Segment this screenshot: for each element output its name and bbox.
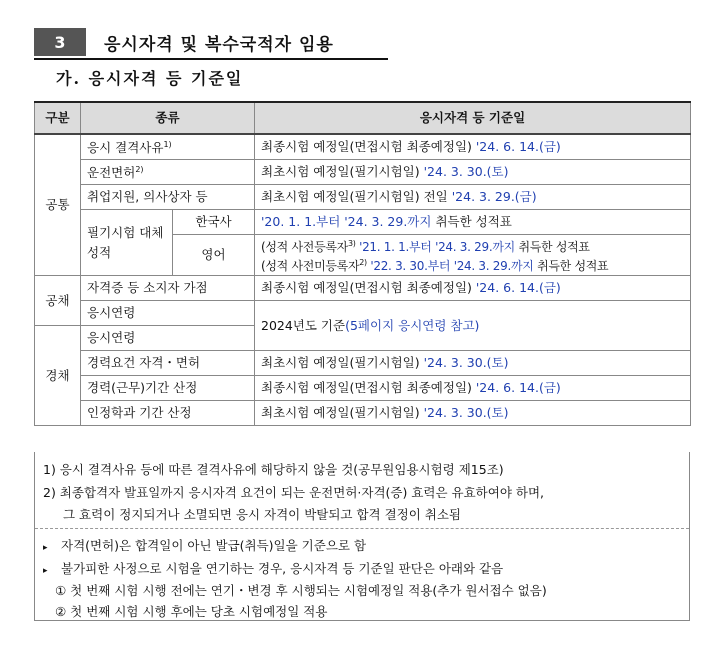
header-reference-date: 응시자격 등 기준일 — [255, 102, 691, 134]
section-title: 응시자격 및 복수국적자 임용 — [104, 35, 334, 55]
date-cell: 최종시험 예정일(면접시험 최종예정일) '24. 6. 14.(금) — [255, 376, 691, 401]
date-cell: 최초시험 예정일(필기시험일) '24. 3. 30.(토) — [255, 401, 691, 426]
type-cell: 자격증 등 소지자 가점 — [81, 276, 255, 301]
table-header-row — [35, 102, 691, 134]
date-cell: 최초시험 예정일(필기시험일) '24. 3. 30.(토) — [255, 351, 691, 376]
bullet-note-1: ▸ 자격(면허)은 합격일이 아닌 발급(취득)일을 기준으로 함 — [43, 538, 367, 553]
table-row — [35, 210, 691, 235]
eligibility-table — [34, 101, 691, 426]
footnote-mark: 2) — [135, 165, 144, 175]
date-cell: (성적 사전등록자$^{3)}$ '21. 1. 1.부터 '24. 3. 29.까지 취득한 성적표 (성적 사전미등록자$^{2)}$ '22. 3. 30.부터 '24. 3. 29.까지 취득한 성적표 — [255, 235, 691, 276]
circled-note-1: ① 첫 번째 시험 시행 전에는 연기・변경 후 시행되는 시험예정일 적용(추가 원서접수 없음) — [55, 583, 547, 598]
type-cell: 운전면허$^{2)}$ — [81, 160, 255, 185]
date-cell: 최종시험 예정일(면접시험 최종예정일) '24. 6. 14.(금) — [255, 276, 691, 301]
group-common: 공통 — [35, 134, 81, 276]
header-type: 종류 — [81, 102, 255, 134]
date-cell: 최초시험 예정일(필기시험일) 전일 '24. 3. 29.(금) — [255, 185, 691, 210]
subsection-title: 가. 응시자격 등 기준일 — [56, 69, 244, 88]
group-gyeongchae: 경채 — [35, 326, 81, 426]
section-underline — [34, 58, 388, 60]
type-cell: 필기시험 대체 성적 — [81, 210, 173, 276]
date-cell: 최초시험 예정일(필기시험일) '24. 3. 30.(토) — [255, 160, 691, 185]
footnote-2: 2) 최종합격자 발표일까지 응시자격 요건이 되는 운전면허·자격(증) 효력은 유효하여야 하며, — [43, 485, 544, 500]
subtype-cell: 한국사 — [173, 210, 255, 235]
footnote-mark: 1) — [163, 140, 172, 150]
table-row — [35, 134, 691, 160]
section-number: 3 — [34, 28, 86, 56]
subtype-cell: 영어 — [173, 235, 255, 276]
bullet-note-2: ▸ 불가피한 사정으로 시험을 연기하는 경우, 응시자격 등 기준일 판단은 아래와 같음 — [43, 561, 504, 576]
type-cell: 경력요건 자격・면허 — [81, 351, 255, 376]
table-row — [35, 351, 691, 376]
table-row — [35, 185, 691, 210]
type-cell: 응시연령 — [81, 301, 255, 326]
date-cell: 최종시험 예정일(면접시험 최종예정일) '24. 6. 14.(금) — [255, 134, 691, 160]
dashed-divider — [35, 528, 689, 529]
type-cell: 응시연령 — [81, 326, 255, 351]
type-cell: 취업지원, 의사상자 등 — [81, 185, 255, 210]
date-cell: '20. 1. 1.부터 '24. 3. 29.까지 취득한 성적표 — [255, 210, 691, 235]
table-row — [35, 301, 691, 326]
table-row — [35, 160, 691, 185]
section-header — [34, 26, 388, 58]
table-row — [35, 401, 691, 426]
table-row — [35, 376, 691, 401]
footnote-1: 1) 응시 결격사유 등에 따른 결격사유에 해당하지 않을 것(공무원임용시험령 제15조) — [43, 462, 504, 477]
type-cell: 인정학과 기간 산정 — [81, 401, 255, 426]
notes-box — [34, 452, 690, 621]
footnote-2-cont: 그 효력이 정지되거나 소멸되면 응시 자격이 박탈되고 합격 결정이 취소됨 — [63, 507, 462, 522]
circled-note-2: ② 첫 번째 시험 시행 후에는 당초 시험예정일 적용 — [55, 604, 328, 619]
type-cell: 경력(근무)기간 산정 — [81, 376, 255, 401]
bullet-icon: ▸ — [43, 543, 48, 553]
header-category: 구분 — [35, 102, 81, 134]
type-cell: 응시 결격사유$^{1)}$ — [81, 134, 255, 160]
table-row — [35, 276, 691, 301]
bullet-icon: ▸ — [43, 566, 48, 576]
group-gongchae: 공채 — [35, 276, 81, 326]
date-cell: 2024년도 기준(5페이지 응시연령 참고) — [255, 301, 691, 351]
